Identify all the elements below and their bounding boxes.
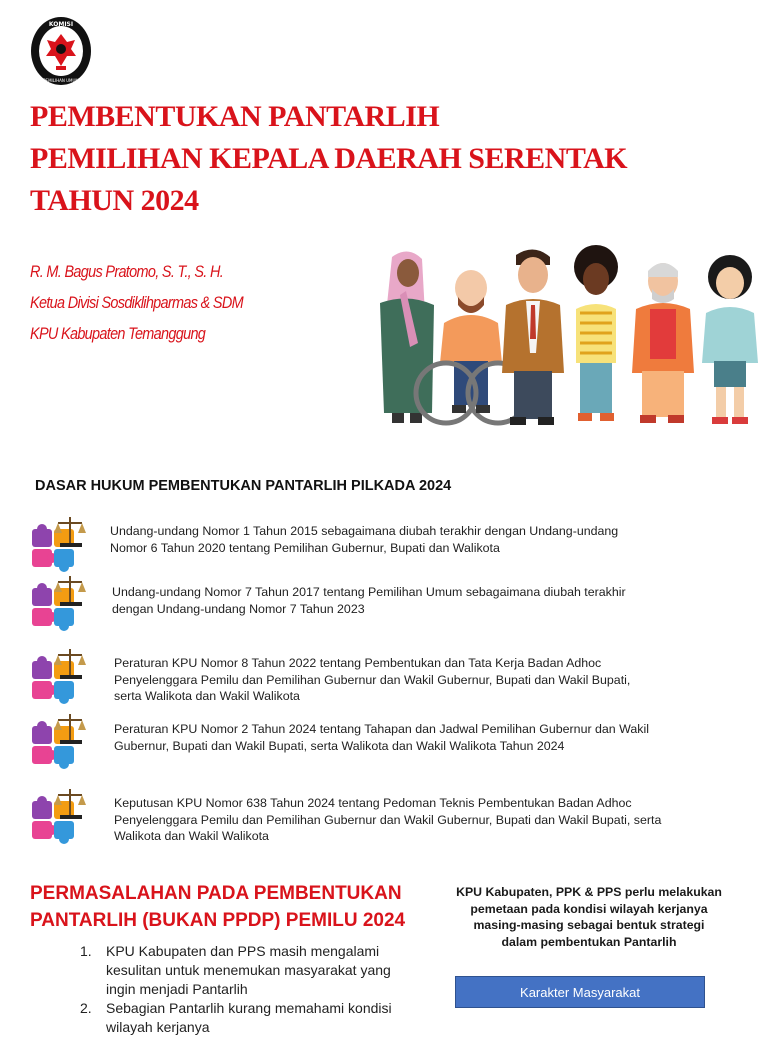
note-line: KPU Kabupaten, PPK & PPS perlu melakukan	[456, 885, 722, 899]
law-line: Peraturan KPU Nomor 8 Tahun 2022 tentang Pembentukan dan Tata Kerja Badan Adhoc	[114, 656, 602, 670]
problems-list	[80, 942, 420, 1037]
puzzle-justice-scale-icon	[30, 515, 86, 573]
note-line: masing-masing sebagai bentuk strategi	[473, 918, 705, 932]
list-number: 1.	[80, 943, 92, 959]
person-suit-illustration	[502, 249, 564, 425]
strategy-note	[440, 884, 738, 950]
problem-text: KPU Kabupaten dan PPS masih mengalami kesulitan untuk menemukan masyarakat yang ingin menjadi Pantarlih	[106, 943, 391, 997]
kpu-logo	[30, 16, 92, 86]
law-line: Penyelenggara Pemilu dan Pemilihan Gubernur dan Wakil Gubernur, Bupati dan Wakil Bupati, serta	[114, 812, 662, 827]
law-line: Keputusan KPU Nomor 638 Tahun 2024 tentang Pedoman Teknis Pembentukan Badan Adhoc	[114, 796, 632, 810]
law-line: Walikota dan Wakil Walikota	[114, 829, 269, 843]
title-line-2: PEMILIHAN KEPALA DAERAH SERENTAK	[30, 142, 628, 175]
law-line: Undang-undang Nomor 1 Tahun 2015 sebagaimana diubah terakhir dengan Undang-undang	[110, 524, 619, 538]
law-line: serta Walikota dan Wakil Walikota	[114, 689, 300, 703]
diverse-people-illustration	[370, 243, 762, 428]
note-line: dalam pembentukan Pantarlih	[501, 934, 677, 949]
author-name: R. M. Bagus Pratomo, S. T., S. H.	[30, 262, 224, 281]
person-curly-hair-illustration	[574, 245, 618, 421]
person-hijab-illustration	[380, 251, 434, 423]
title-line-3: TAHUN 2024	[30, 184, 199, 217]
person-short-hair-woman-illustration	[702, 255, 758, 424]
karakter-masyarakat-button[interactable]: Karakter Masyarakat	[455, 976, 705, 1008]
law-line: Undang-undang Nomor 7 Tahun 2017 tentang Pemilihan Umum sebagaimana diubah terakhir	[112, 585, 626, 599]
author-role: Ketua Divisi Sosdiklihparmas & SDM	[30, 293, 243, 312]
logo-bottom-text: PEMILIHAN UMUM	[43, 78, 79, 83]
problems-heading-line-2: PANTARLIH (BUKAN PPDP) PEMILU 2024	[30, 910, 406, 931]
puzzle-justice-scale-icon	[30, 787, 86, 845]
person-elderly-man-illustration	[632, 263, 694, 423]
problem-text: Sebagian Pantarlih kurang memahami kondisi wilayah kerjanya	[106, 1000, 392, 1035]
problems-heading	[30, 880, 430, 934]
title-line-1: PEMBENTUKAN PANTARLIH	[30, 100, 440, 133]
law-line: dengan Undang-undang Nomor 7 Tahun 2023	[112, 601, 365, 616]
law-line: Gubernur, Bupati dan Wakil Bupati, serta Walikota dan Wakil Walikota Tahun 2024	[114, 738, 565, 753]
puzzle-justice-scale-icon	[30, 712, 86, 770]
puzzle-justice-scale-icon	[30, 647, 86, 705]
author-office: KPU Kabupaten Temanggung	[30, 324, 206, 343]
law-line: Nomor 6 Tahun 2020 tentang Pemilihan Gubernur, Bupati dan Walikota	[110, 540, 500, 555]
legal-basis-heading: DASAR HUKUM PEMBENTUKAN PANTARLIH PILKADA 2024	[35, 478, 452, 494]
logo-top-text: KOMISI	[48, 21, 74, 28]
problems-heading-line-1: PERMASALAHAN PADA PEMBENTUKAN	[30, 883, 402, 904]
list-item	[80, 942, 420, 999]
puzzle-justice-scale-icon	[30, 574, 86, 632]
law-line: Penyelenggara Pemilu dan Pemilihan Gubernur dan Wakil Gubernur, Bupati dan Wakil Bupati,	[114, 672, 631, 687]
list-number: 2.	[80, 1000, 92, 1016]
note-line: pemetaan pada kondisi wilayah kerjanya	[470, 901, 708, 916]
list-item	[80, 999, 420, 1037]
law-line: Peraturan KPU Nomor 2 Tahun 2024 tentang Tahapan dan Jadwal Pemilihan Gubernur dan Wakil	[114, 722, 649, 736]
